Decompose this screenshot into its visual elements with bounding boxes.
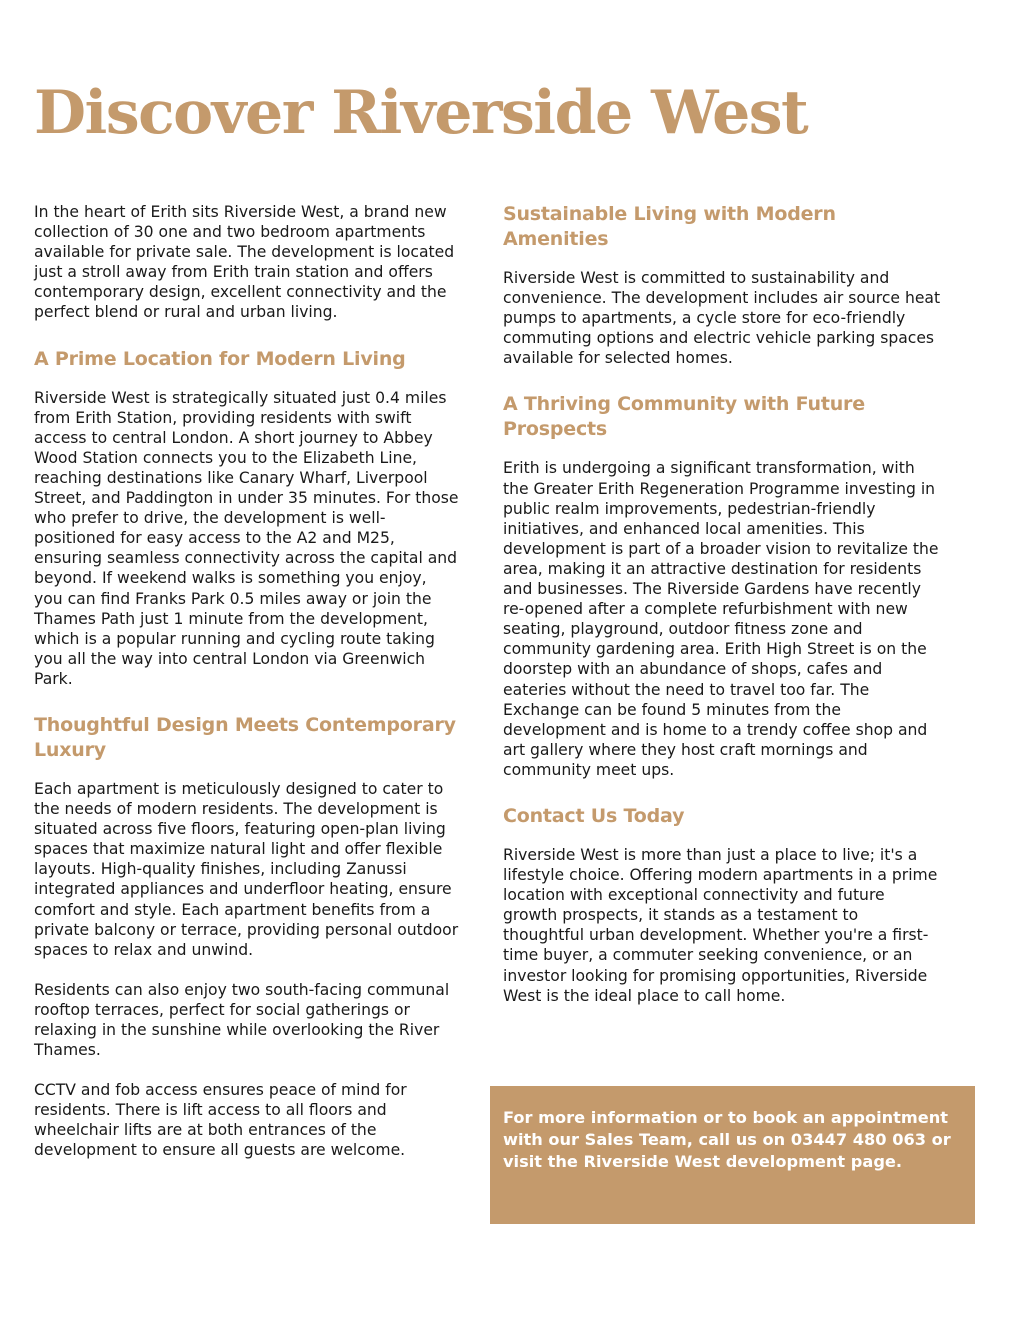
design-heading: Thoughtful Design Meets Contemporary Luxury [34, 713, 456, 761]
cta-box [490, 1086, 975, 1224]
right-column [503, 202, 943, 1006]
prime-location-heading: A Prime Location for Modern Living [34, 347, 406, 370]
prime-location-paragraph: Riverside West is strategically situated just 0.4 miles from Erith Station, providing residents with swift access to central London. A short journey to Abbey Wood Station connects you to the Elizabeth Line, reaching destinations like Canary Wharf, Liverpool Street, and Paddington in under 35 minutes. For those who prefer to drive, the development is well-positioned for easy access to the A2 and M25, ensuring seamless connectivity across the capital and beyond. If weekend walks is something you enjoy, you can find Franks Park 0.5 miles away or join the Thames Path just 1 minute from the development, which is a popular running and cycling route taking you all the way into central London via Greenwich Park. [34, 388, 459, 688]
community-paragraph: Erith is undergoing a significant transformation, with the Greater Erith Regeneration Programme investing in public realm improvements, pedestrian-friendly initiatives, and enhanced local amenities. This development is part of a broader vision to revitalize the area, making it an attractive destination for residents and businesses. The Riverside Gardens have recently re-opened after a complete refurbishment with new seating, playground, outdoor fitness zone and community gardening area. Erith High Street is on the doorstep with an abundance of shops, cafes and eateries without the need to travel too far. The Exchange can be found 5 minutes from the development and is home to a trendy coffee shop and art gallery where they host craft mornings and community meet ups. [503, 459, 939, 779]
design-paragraph-1: Each apartment is meticulously designed to cater to the needs of modern residents. The development is situated across five floors, featuring open-plan living spaces that maximize natural light and offer flexible layouts. High-quality finishes, including Zanussi integrated appliances and underfloor heating, ensure comfort and style. Each apartment benefits from a private balcony or terrace, providing personal outdoor spaces to relax and unwind. [34, 779, 459, 959]
sustainable-paragraph: Riverside West is committed to sustainability and convenience. The development includes air source heat pumps to apartments, a cycle store for eco-friendly commuting options and electric vehicle parking spaces available for selected homes. [503, 269, 941, 368]
left-column [34, 202, 459, 1161]
cta-text: For more information or to book an appointment with our Sales Team, call us on 03447 480 063 or visit the Riverside West development page. [503, 1108, 951, 1171]
contact-paragraph: Riverside West is more than just a place to live; it's a lifestyle choice. Offering modern apartments in a prime location with exceptional connectivity and future growth prospects, it stands as a testament to thoughtful urban development. Whether you're a first-time buyer, a commuter seeking convenience, or an investor looking for promising opportunities, Riverside West is the ideal place to call home. [503, 845, 938, 1005]
intro-paragraph: In the heart of Erith sits Riverside West, a brand new collection of 30 one and two bedroom apartments available for private sale. The development is located just a stroll away from Erith train station and offers contemporary design, excellent connectivity and the perfect blend or rural and urban living. [34, 203, 455, 322]
sustainable-heading: Sustainable Living with Modern Amenities [503, 203, 836, 250]
contact-heading: Contact Us Today [503, 804, 685, 827]
page-title: Discover Riverside West [34, 78, 808, 148]
community-heading: A Thriving Community with Future Prospects [503, 393, 865, 441]
design-paragraph-2: Residents can also enjoy two south-facing communal rooftop terraces, perfect for social gatherings or relaxing in the sunshine while overlooking the River Thames. [34, 980, 450, 1060]
design-paragraph-3: CCTV and fob access ensures peace of mind for residents. There is lift access to all floors and wheelchair lifts are at both entrances of the development to ensure all guests are welcome. [34, 1081, 407, 1160]
